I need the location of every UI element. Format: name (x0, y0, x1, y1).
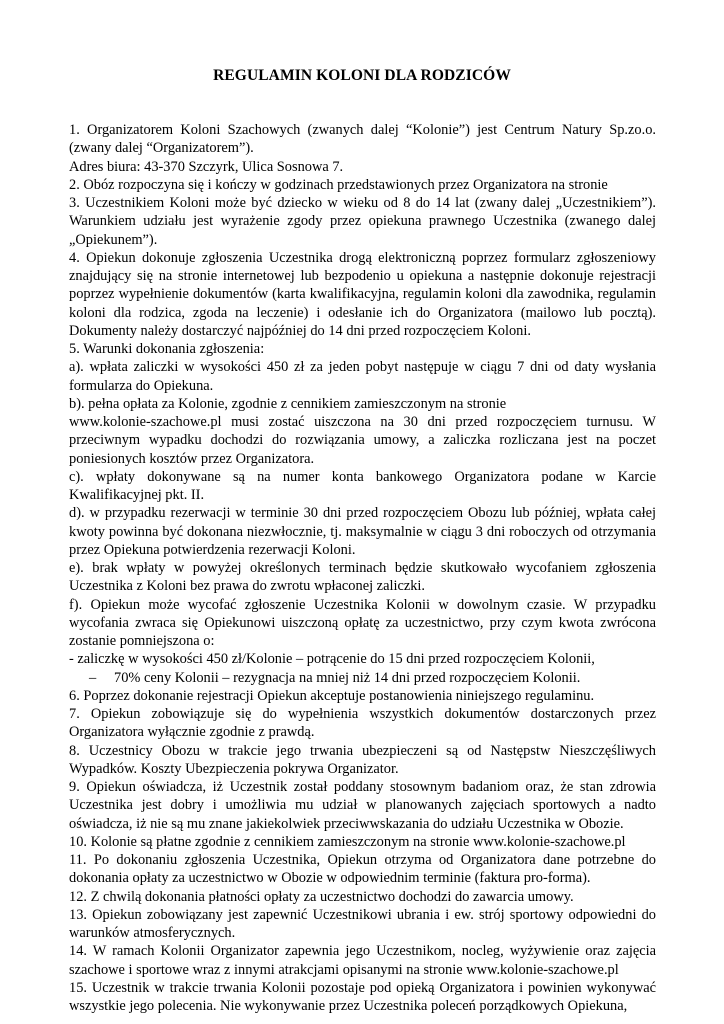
paragraph-3: 3. Uczestnikiem Koloni może być dziecko w wieku od 8 do 14 lat (zwany dalej „Uczestnikiem”). Warunkiem udziału jest wyrażenie zgody przez opiekuna prawnego Uczestnika (zwanego dalej „Opiekunem”). (69, 195, 656, 248)
paragraph-5d: d). w przypadku rezerwacji w terminie 30 dni przed rozpoczęciem Obozu lub później, wpłata całej kwoty powinna być dokonana niezwłocznie, tj. maksymalnie w ciągu 3 dni roboczych od otrzymania przez Opiekuna potwierdzenia rezerwacji Koloni. (69, 505, 656, 558)
paragraph-5a: a). wpłata zaliczki w wysokości 450 zł za jeden pobyt następuje w ciągu 7 dni od daty wysłania formularza do Opiekuna. (69, 359, 656, 394)
office-address: Adres biura: 43-370 Szczyrk, Ulica Sosnowa 7. (69, 158, 344, 175)
deduction-item-2-text: 70% ceny Kolonii – rezygnacja na mniej niż 14 dni przed rozpoczęciem Kolonii. (114, 669, 581, 686)
paragraph-13: 13. Opiekun zobowiązany jest zapewnić Uczestnikowi ubrania i ew. strój sportowy odpowiedni do warunków atmosferycznych. (69, 906, 656, 941)
paragraph-8: 8. Uczestnicy Obozu w trakcie jego trwania ubezpieczeni są od Następstw Nieszczęśliwych Wypadków. Koszty Ubezpieczenia pokrywa Organizator. (69, 742, 656, 777)
paragraph-9: 9. Opiekun oświadcza, iż Uczestnik został poddany stosownym badaniom oraz, że stan zdrowia Uczestnika jest dobry i umożliwia mu udział w planowanych zajęciach sportowych a nadto oświadcza, iż nie są mu znane jakiekolwiek przeciwwskazania do udziału Uczestnika w Obozie. (69, 779, 656, 832)
paragraph-5b: www.kolonie-szachowe.pl musi zostać uiszczona na 30 dni przed rozpoczęciem turnusu. W przeciwnym wypadku dochodzi do rozwiązania umowy, a zaliczka rozliczana jest na poczet poniesionych kosztów przez Organizatora. (69, 414, 656, 467)
paragraph-10: 10. Kolonie są płatne zgodnie z cennikiem zamieszczonym na stronie www.kolonie-szachowe.pl (69, 833, 626, 850)
paragraph-5c: c). wpłaty dokonywane są na numer konta bankowego Organizatora podane w Karcie Kwalifikacyjnej pkt. II. (69, 468, 656, 503)
paragraph-11: 11. Po dokonaniu zgłoszenia Uczestnika, Opiekun otrzyma od Organizatora dane potrzebne do dokonania opłaty za uczestnictwo w Obozie w odpowiednim terminie (faktura pro-forma). (69, 852, 656, 887)
paragraph-7: 7. Opiekun zobowiązuje się do wypełnienia wszystkich dokumentów dostarczonych przez Organizatora wyłącznie zgodnie z prawdą. (69, 706, 656, 741)
deduction-item-1: - zaliczkę w wysokości 450 zł/Kolonie – potrącenie do 15 dni przed rozpoczęciem Kolonii, (69, 651, 595, 668)
paragraph-6: 6. Poprzez dokonanie rejestracji Opiekun akceptuje postanowienia niniejszego regulaminu. (69, 687, 595, 704)
paragraph-5e: e). brak wpłaty w powyżej określonych terminach będzie skutkowało wycofaniem zgłoszenia Uczestnika z Koloni bez prawa do zwrotu wpłaconej zaliczki. (69, 560, 656, 595)
paragraph-5f: f). Opiekun może wycofać zgłoszenie Uczestnika Kolonii w dowolnym czasie. W przypadku wycofania zwraca się Opiekunowi uiszczoną opłatę za uczestnictwo, przy czym kwota zwrócona zostanie pomniejszona o: (69, 596, 656, 649)
paragraph-5: 5. Warunki dokonania zgłoszenia: (69, 341, 265, 357)
paragraph-4: 4. Opiekun dokonuje zgłoszenia Uczestnika drogą elektroniczną poprzez formularz zgłoszeniowy znajdujący się na stronie internetowej lub bezpodenio u opiekuna a następnie dokonuje rejestracji poprzez wypełnienie dokumentów (karta kwalifikacyjna, regulamin koloni dla zawodnika, regulamin koloni dla rodzica, zgoda na leczenie) i odesłanie ich do Organizatora (mailowo lub pocztą). Dokumenty należy dostarczyć najpóźniej do 14 dni przed rozpoczęciem Koloni. (69, 249, 656, 339)
paragraph-14: 14. W ramach Kolonii Organizator zapewnia jego Uczestnikom, nocleg, wyżywienie oraz zajęcia szachowe i sportowe wraz z innymi atrakcjami opisanymi na stronie www.kolonie-szachowe.pl (69, 943, 656, 978)
deduction-item-2 (69, 669, 656, 687)
paragraph-5b-line: b). pełna opłata za Kolonie, zgodnie z cennikiem zamieszczonym na stronie (69, 395, 507, 412)
dash-bullet: – (89, 669, 97, 686)
document-title: REGULAMIN KOLONI DLA RODZICÓW (213, 67, 511, 84)
regulations-body (69, 121, 656, 1015)
paragraph-1: 1. Organizatorem Koloni Szachowych (zwanych dalej “Kolonie”) jest Centrum Natury Sp.zo.o. (zwany dalej “Organizatorem”). (69, 122, 656, 157)
paragraph-15: 15. Uczestnik w trakcie trwania Kolonii pozostaje pod opieką Organizatora i powinien wykonywać wszystkie jego polecenia. Nie wykonywanie przez Uczestnika poleceń porządkowych Opiekuna, (69, 979, 656, 1014)
paragraph-12: 12. Z chwilą dokonania płatności opłaty za uczestnictwo dochodzi do zawarcia umowy. (69, 888, 574, 905)
paragraph-2: 2. Obóz rozpoczyna się i kończy w godzinach przedstawionych przez Organizatora na stronie (69, 176, 608, 193)
